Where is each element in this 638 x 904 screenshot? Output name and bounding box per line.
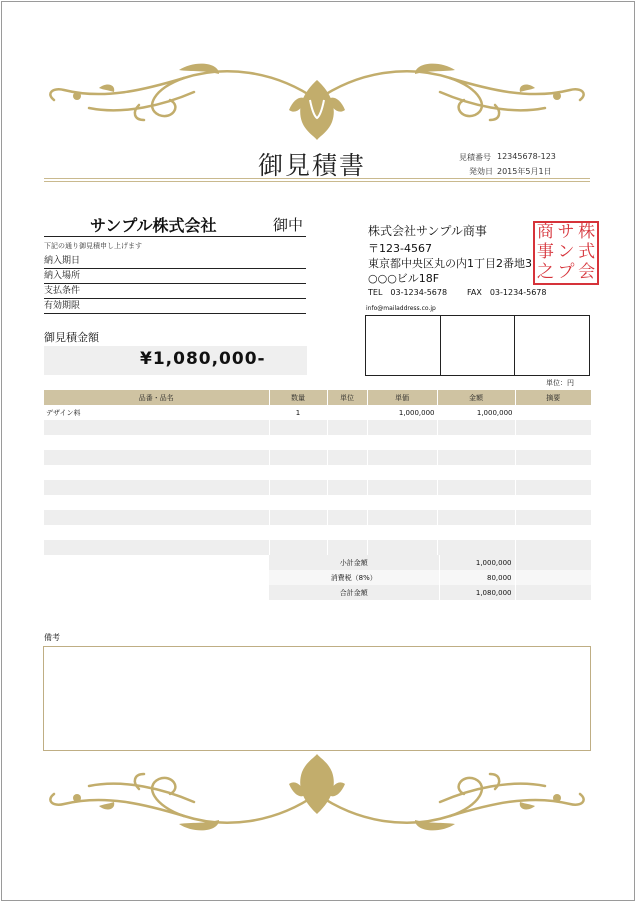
remarks-box — [43, 646, 591, 751]
cell-unit-price — [367, 450, 437, 465]
cell-quantity — [269, 435, 327, 450]
table-row — [44, 405, 591, 420]
seal-char: 株 — [578, 222, 596, 242]
cell-remarks — [515, 540, 591, 555]
header-amount: 金額 — [437, 390, 515, 405]
cell-item — [44, 420, 269, 435]
cell-unit — [327, 465, 367, 480]
summary-empty-cell — [515, 570, 591, 585]
cell-unit — [327, 525, 367, 540]
cell-amount — [437, 495, 515, 510]
issue-date: 2015年5月1日 — [497, 167, 552, 176]
table-row — [44, 495, 591, 510]
stamp-cell — [441, 316, 516, 375]
cell-unit-price — [367, 480, 437, 495]
cell-item — [44, 435, 269, 450]
table-row — [44, 420, 591, 435]
cell-remarks — [515, 465, 591, 480]
bottom-ornament-icon — [44, 752, 590, 834]
seal-char: ン — [557, 242, 575, 262]
table-row — [44, 510, 591, 525]
cell-unit-price — [367, 465, 437, 480]
table-row — [44, 480, 591, 495]
table-row — [44, 435, 591, 450]
stamp-cell — [515, 316, 589, 375]
stamp-cell — [366, 316, 441, 375]
unit-note: 単位：円 — [546, 379, 574, 387]
cell-unit-price — [367, 495, 437, 510]
issuer-address-line1: 東京都中央区丸の内1丁目2番地3 — [368, 257, 532, 270]
cell-amount: 1,000,000 — [437, 405, 515, 420]
cell-amount — [437, 480, 515, 495]
field-payment-terms: 支払条件 — [44, 284, 306, 299]
issuer-tel: TEL 03-1234-5678 — [368, 288, 448, 297]
issue-date-label: 発効日 — [469, 167, 493, 176]
cell-amount — [437, 435, 515, 450]
field-valid-until: 有効期限 — [44, 299, 306, 314]
summary-row-subtotal — [269, 555, 591, 570]
client-honorific: 御中 — [273, 216, 304, 234]
cell-remarks — [515, 435, 591, 450]
cell-unit — [327, 495, 367, 510]
company-seal-icon — [533, 221, 599, 285]
cell-unit-price — [367, 525, 437, 540]
issuer-company: 株式会社サンプル商事 — [368, 224, 487, 238]
cell-quantity — [269, 510, 327, 525]
items-table — [44, 390, 591, 555]
field-delivery-date: 納入期日 — [44, 254, 306, 269]
remarks-label: 備考 — [44, 633, 60, 642]
cell-item — [44, 495, 269, 510]
cell-quantity — [269, 465, 327, 480]
cell-item — [44, 510, 269, 525]
cell-unit — [327, 510, 367, 525]
table-row — [44, 450, 591, 465]
summary-empty-cell — [515, 555, 591, 570]
seal-char: 之 — [536, 262, 554, 282]
header-remarks: 摘要 — [515, 390, 591, 405]
cell-quantity — [269, 420, 327, 435]
grand-total-label: 合計金額 — [269, 585, 439, 600]
cell-amount — [437, 510, 515, 525]
client-underline — [44, 236, 306, 237]
issuer-address-line2: ○○○ビル18F — [368, 272, 440, 285]
cell-unit — [327, 450, 367, 465]
header-item-name: 品番・品名 — [44, 390, 269, 405]
cell-amount — [437, 540, 515, 555]
tax-value: 80,000 — [439, 570, 515, 585]
table-row — [44, 465, 591, 480]
header-unit: 単位 — [327, 390, 367, 405]
approval-stamp-boxes — [365, 315, 590, 376]
header-quantity: 数量 — [269, 390, 327, 405]
greeting-text: 下記の通り御見積申し上げます — [44, 242, 142, 250]
subtotal-label: 小計金額 — [269, 555, 439, 570]
seal-char: サ — [557, 222, 575, 242]
title-divider — [44, 178, 590, 179]
top-ornament-icon — [44, 60, 590, 142]
document-title: 御見積書 — [258, 151, 367, 180]
cell-item — [44, 450, 269, 465]
total-amount-value: ¥1,080,000- — [140, 349, 266, 369]
cell-unit — [327, 405, 367, 420]
cell-amount — [437, 465, 515, 480]
table-header-row — [44, 390, 591, 405]
seal-char: プ — [557, 262, 575, 282]
cell-remarks — [515, 525, 591, 540]
seal-char: 事 — [536, 242, 554, 262]
issuer-fax: FAX 03-1234-5678 — [467, 288, 547, 297]
tax-label: 消費税（8%） — [269, 570, 439, 585]
cell-item — [44, 525, 269, 540]
title-divider-secondary — [44, 181, 590, 182]
cell-remarks — [515, 495, 591, 510]
summary-table — [269, 555, 591, 600]
cell-unit — [327, 420, 367, 435]
subtotal-value: 1,000,000 — [439, 555, 515, 570]
field-delivery-place: 納入場所 — [44, 269, 306, 284]
cell-unit-price: 1,000,000 — [367, 405, 437, 420]
summary-row-total — [269, 585, 591, 600]
seal-char: 式 — [578, 242, 596, 262]
estimate-number-label: 見積番号 — [459, 153, 491, 162]
client-name: サンプル株式会社 — [90, 216, 217, 235]
cell-quantity — [269, 525, 327, 540]
cell-unit — [327, 480, 367, 495]
summary-empty-cell — [515, 585, 591, 600]
summary-row-tax — [269, 570, 591, 585]
cell-item — [44, 540, 269, 555]
cell-quantity — [269, 480, 327, 495]
header-unit-price: 単価 — [367, 390, 437, 405]
cell-amount — [437, 525, 515, 540]
cell-item — [44, 480, 269, 495]
issuer-email: info@mailaddress.co.jp — [366, 305, 436, 312]
issuer-postal: 〒123-4567 — [368, 242, 432, 255]
cell-remarks — [515, 450, 591, 465]
cell-remarks — [515, 480, 591, 495]
cell-quantity — [269, 495, 327, 510]
cell-amount — [437, 450, 515, 465]
cell-item — [44, 465, 269, 480]
grand-total-value: 1,080,000 — [439, 585, 515, 600]
estimate-number: 12345678-123 — [497, 152, 556, 161]
cell-remarks — [515, 420, 591, 435]
cell-quantity — [269, 450, 327, 465]
seal-char: 商 — [536, 222, 554, 242]
cell-unit-price — [367, 435, 437, 450]
table-row — [44, 540, 591, 555]
cell-unit-price — [367, 420, 437, 435]
cell-unit-price — [367, 540, 437, 555]
cell-amount — [437, 420, 515, 435]
cell-quantity — [269, 540, 327, 555]
table-row — [44, 525, 591, 540]
seal-char: 会 — [578, 262, 596, 282]
total-amount-label: 御見積金額 — [44, 331, 99, 344]
cell-remarks — [515, 405, 591, 420]
cell-item: デザイン料 — [46, 408, 81, 417]
cell-unit-price — [367, 510, 437, 525]
cell-remarks — [515, 510, 591, 525]
cell-unit — [327, 540, 367, 555]
cell-quantity: 1 — [269, 405, 327, 420]
cell-unit — [327, 435, 367, 450]
